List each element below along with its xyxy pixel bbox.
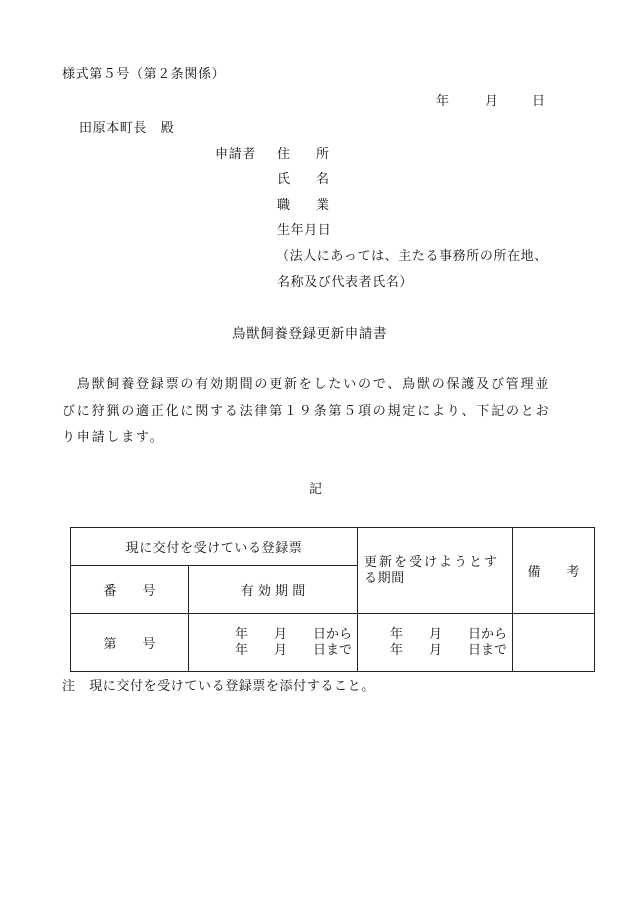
header-renewal-line-2: る期間 (364, 570, 405, 586)
header-number: 番 号 (71, 566, 189, 614)
applicant-name-label: 氏 名 (277, 172, 330, 187)
footnote: 注 現に交付を受けている登録票を添付すること。 (62, 679, 375, 694)
header-validity-period: 有 効 期 間 (189, 566, 358, 614)
form-number: 様式第５号（第２条関係） (62, 67, 226, 82)
addressee: 田原本町長 殿 (79, 121, 175, 136)
header-remarks: 備 考 (513, 528, 595, 614)
validity-to: 年 月 日まで (235, 642, 353, 658)
cell-remarks (513, 614, 595, 672)
date-month: 月 (485, 94, 499, 109)
applicant-birthdate-label: 生年月日 (277, 223, 332, 238)
body-line-2: びに狩猟の適正化に関する法律第１９条第５項の規定により、下記のとお (62, 404, 551, 419)
renewal-from: 年 月 日から (390, 626, 508, 642)
header-renewal-period (358, 528, 513, 614)
cell-number: 第 号 (71, 614, 189, 672)
header-renewal-line-1: 更新を受けようとす (364, 554, 500, 570)
body-line-3: り申請します。 (62, 430, 165, 445)
body-line-1: 鳥獣飼養登録票の有効期間の更新をしたいので、鳥獣の保護及び管理並 (62, 377, 551, 392)
header-current-registration: 現に交付を受けている登録票 (71, 528, 358, 566)
document-title: 鳥獣飼養登録更新申請書 (232, 326, 388, 342)
cell-validity-period (189, 614, 358, 672)
cell-renewal-period (358, 614, 513, 672)
applicant-occupation-label: 職 業 (277, 198, 330, 213)
renewal-to: 年 月 日まで (390, 642, 508, 658)
applicant-label: 申請者 (215, 147, 256, 162)
ki-heading: 記 (309, 482, 323, 497)
applicant-corporate-note-1: （法人にあっては、主たる事務所の所在地、 (276, 249, 548, 264)
date-year: 年 (436, 94, 450, 109)
applicant-address-label: 住 所 (277, 147, 330, 162)
registration-table (70, 527, 595, 672)
applicant-corporate-note-2: 名称及び代表者氏名） (277, 275, 414, 290)
date-day: 日 (532, 94, 546, 109)
validity-from: 年 月 日から (235, 626, 353, 642)
